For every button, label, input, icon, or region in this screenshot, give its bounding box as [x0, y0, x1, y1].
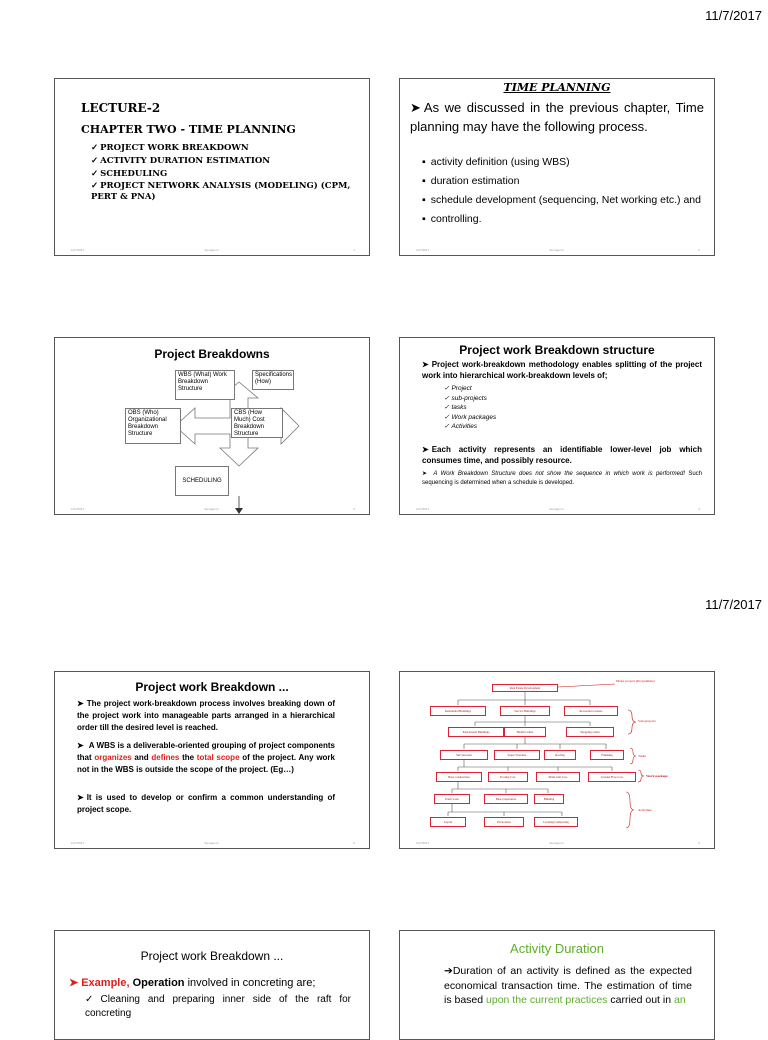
- wbs-root-node: Real Estate Development: [492, 684, 558, 692]
- slide-footer-date: 11/7/2017: [416, 841, 430, 845]
- wbs-node: Residential Buildings: [430, 706, 486, 716]
- slide-footer-author: Semagn G.: [549, 248, 565, 252]
- keyword-defines: defines: [151, 753, 180, 762]
- level-item: ✓ Activities: [444, 422, 496, 432]
- process-list: [422, 156, 704, 226]
- slide-number: 1: [353, 248, 355, 252]
- operation-item: ✓ Cleaning and preparing inner side of the raft for concreting: [85, 993, 351, 1021]
- slide-title: Project Breakdowns: [154, 347, 270, 361]
- chapter-topic-list: [91, 142, 351, 203]
- wbs-usage-paragraph: ➤ It is used to develop or confirm a common understanding of project scope.: [77, 792, 335, 816]
- cbs-box: CBS (How Much) Cost Breakdown Structure: [231, 408, 283, 438]
- intro-paragraph: ➤ As we discussed in the previous chapter, Time planning may have the following process.: [410, 98, 704, 136]
- slide-1: [54, 78, 370, 256]
- slide-6: [399, 671, 715, 849]
- text: the: [179, 753, 197, 762]
- wbs-definition-paragraph: [77, 740, 335, 776]
- text: of the project. Any work not in the WBS is outside the scope of the project. (Eg…): [77, 753, 335, 774]
- slide-footer-date: 11/7/2017: [71, 841, 85, 845]
- slide-number: 3: [353, 507, 355, 511]
- slide-5: [54, 671, 370, 849]
- breakdown-levels-list: [444, 384, 496, 432]
- wbs-node: Roofing: [544, 750, 576, 760]
- level-item: ✓ sub-projects: [444, 394, 496, 404]
- slide-footer-author: Semagn G.: [549, 507, 565, 511]
- topic-item: ✓ ACTIVITY DURATION ESTIMATION: [91, 155, 351, 168]
- lecture-title: LECTURE-2: [81, 101, 161, 115]
- wbs-node: Mash wall Con.: [536, 772, 580, 782]
- slide-footer-author: Semagn G.: [204, 507, 220, 511]
- slide-number: 6: [698, 841, 700, 845]
- topic-item: ✓ SCHEDULING: [91, 168, 351, 181]
- example-line: [69, 976, 355, 990]
- wbs-process-paragraph: ➤ The project work-breakdown process involves breaking down of the project work into manageable parts arranged in a hierarchical order till the desired level is reached.: [77, 698, 335, 734]
- label-activities: Activities: [638, 808, 652, 812]
- wbs-node: Educational Buildings: [448, 727, 504, 737]
- wbs-node: Shopping center: [566, 727, 614, 737]
- label-major-project: Major project (Programme): [616, 679, 655, 683]
- activity-paragraph: ➤ Each activity represents an identifiable lower-level job which consumes time, and possibly resource.: [422, 444, 702, 466]
- sequence-note: [422, 470, 702, 487]
- level-item: ✓ Project: [444, 384, 496, 394]
- text: and: [131, 753, 152, 762]
- wbs-node: Excavation: [484, 817, 524, 827]
- slide-3: [54, 337, 370, 515]
- slide-title: Project work Breakdown ...: [140, 949, 284, 963]
- wbs-node: Health Center: [504, 727, 546, 737]
- text: carried out in: [607, 994, 674, 1006]
- wbs-node: Ground Flow Con.: [588, 772, 636, 782]
- slide-footer-date: 11/7/2017: [416, 507, 430, 511]
- wbs-box: WBS (What) Work Breakdown Structure: [175, 370, 235, 400]
- sequence-note-italic: A Work Breakdown Structure does not show the sequence in which work is performed!: [433, 471, 685, 477]
- wbs-methodology-paragraph: ➤ Project work-breakdown methodology enables splitting of the project work into hierarchical work-breakdown levels of;: [422, 359, 702, 381]
- slide-footer-author: Semagn G.: [549, 841, 565, 845]
- wbs-node: Footing Con.: [488, 772, 528, 782]
- operation-word: Operation: [132, 977, 185, 989]
- slide-number: 2: [698, 248, 700, 252]
- text: A WBS is a deliverable-oriented grouping of project components that: [77, 741, 335, 762]
- wbs-node: Recreation Centers: [564, 706, 618, 716]
- slide-footer-date: 11/7/2017: [71, 507, 85, 511]
- wbs-node: Super Structure: [494, 750, 540, 760]
- example-label: ➤ Example,: [69, 977, 133, 989]
- obs-box: OBS (Who) Organizational Breakdown Structure: [125, 408, 181, 444]
- slide-title: TIME PLANNING: [503, 81, 611, 94]
- wbs-node: Sub structure: [440, 750, 488, 760]
- slide-4: [399, 337, 715, 515]
- process-item: ▪ activity definition (using WBS): [422, 156, 704, 169]
- label-tasks: Tasks: [638, 754, 646, 758]
- highlight-an: an: [673, 994, 686, 1006]
- label-sub-projects: Sub-projects: [638, 719, 656, 723]
- wbs-node: Base preparation: [484, 794, 528, 804]
- topic-item: ✓ PROJECT NETWORK ANALYSIS (MODELING) (CPM, PERT & PNA): [91, 181, 351, 203]
- process-item: ▪ duration estimation: [422, 175, 704, 188]
- slide-footer-date: 11/7/2017: [416, 248, 430, 252]
- wbs-node: Finishing: [590, 750, 624, 760]
- keyword-organizes: organizes: [94, 753, 132, 762]
- slide-title: Project work Breakdown ...: [135, 680, 289, 694]
- wbs-node: Service Buildings: [500, 706, 550, 716]
- specifications-box: Specifications (How): [252, 370, 294, 390]
- text: involved in concreting are;: [184, 977, 316, 989]
- slide-title: Activity Duration: [510, 941, 604, 956]
- slide-footer-date: 11/7/2017: [71, 248, 85, 252]
- chapter-title: CHAPTER TWO - TIME PLANNING: [81, 123, 296, 136]
- wbs-node: Blinding: [534, 794, 564, 804]
- slide-title: Project work Breakdown structure: [459, 343, 655, 357]
- slide-footer-author: Semagn G.: [204, 248, 220, 252]
- process-item: ▪ schedule development (sequencing, Net working etc.) and: [422, 194, 704, 207]
- sequence-note-rest: Such sequencing is determined when a schedule is developed.: [422, 471, 703, 486]
- page-date-top: 11/7/2017: [705, 8, 762, 23]
- level-item: ✓ Work packages: [444, 413, 496, 423]
- slide-number: 4: [698, 507, 700, 511]
- text: Duration of an activity is defined as the expected economical transaction time. The estimation of time is based: [444, 965, 692, 1006]
- wbs-node: Earth work: [434, 794, 470, 804]
- level-item: ✓ tasks: [444, 403, 496, 413]
- duration-paragraph: [444, 964, 692, 1008]
- arrow-icon: ➔: [444, 965, 453, 977]
- keyword-total-scope: total scope: [196, 753, 240, 762]
- slide-footer-author: Semagn G.: [204, 841, 220, 845]
- scheduling-box: SCHEDULING: [175, 466, 229, 496]
- page-date-middle: 11/7/2017: [705, 597, 762, 612]
- slide-number: 5: [353, 841, 355, 845]
- process-item: ▪ controlling.: [422, 213, 704, 226]
- wbs-node: Leveling/compacting: [534, 817, 578, 827]
- label-work-package: Work package: [646, 774, 668, 778]
- slide-2: [399, 78, 715, 256]
- topic-item: ✓ PROJECT WORK BREAKDOWN: [91, 142, 351, 155]
- wbs-node: Base construction: [436, 772, 482, 782]
- wbs-node: Layout: [430, 817, 466, 827]
- highlight-current-practices: upon the current practices: [486, 994, 608, 1006]
